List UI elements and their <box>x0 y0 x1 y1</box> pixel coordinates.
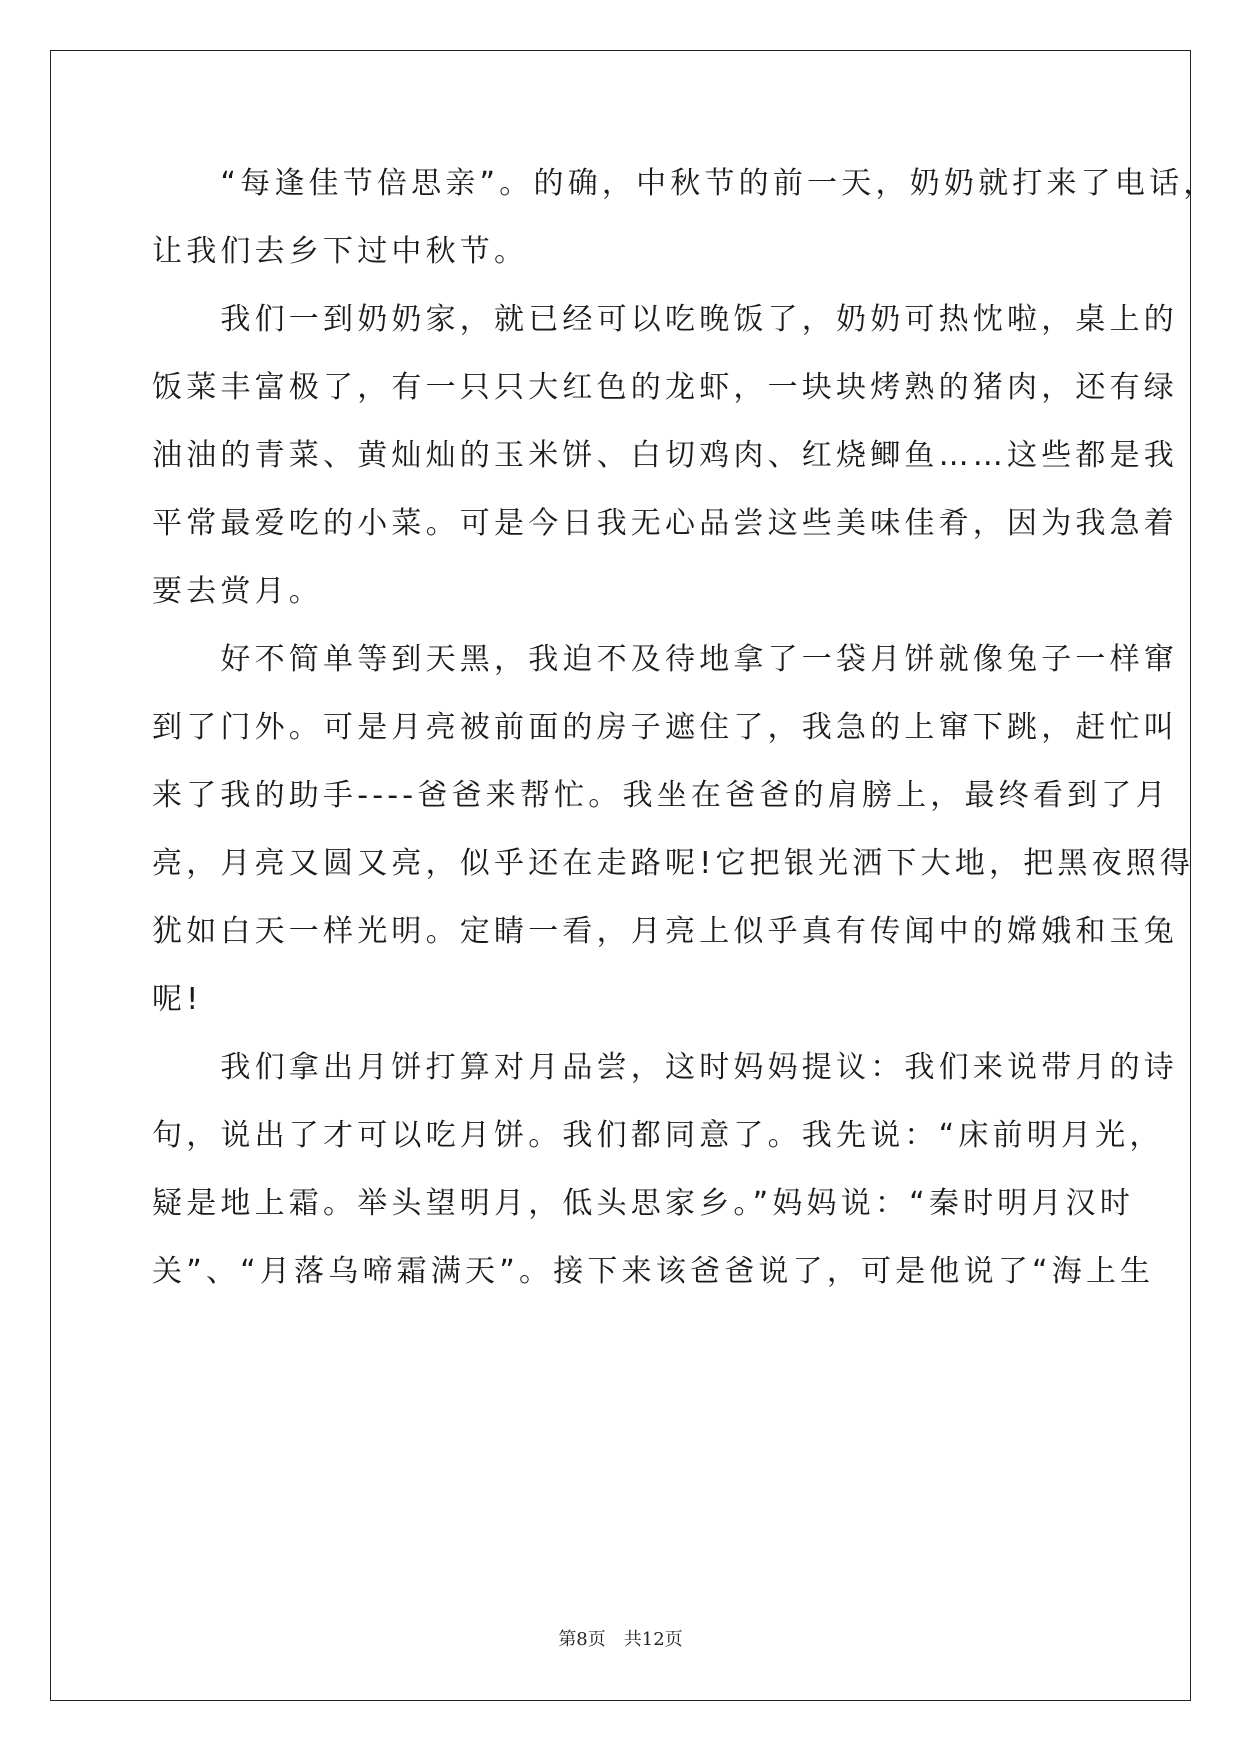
text-line: 疑是地上霜。举头望明月，低头思家乡。”妈妈说：“秦时明月汉时 <box>152 1186 1135 1221</box>
page-number: 第8页 共12页 <box>558 1629 683 1650</box>
text-line: 让我们去乡下过中秋节。 <box>152 234 529 269</box>
text-line: 亮，月亮又圆又亮，似乎还在走路呢!它把银光洒下大地，把黑夜照得 <box>152 846 1195 881</box>
text-line: 我们一到奶奶家，就已经可以吃晚饭了，奶奶可热忱啦，桌上的 <box>152 302 1178 337</box>
text-line: 我们拿出月饼打算对月品尝，这时妈妈提议：我们来说带月的诗 <box>152 1050 1178 1085</box>
text-line: 平常最爱吃的小菜。可是今日我无心品尝这些美味佳肴，因为我急着 <box>152 506 1178 541</box>
text-line: 油油的青菜、黄灿灿的玉米饼、白切鸡肉、红烧鲫鱼……这些都是我 <box>152 438 1178 473</box>
text-line: “每逢佳节倍思亲”。的确，中秋节的前一天，奶奶就打来了电话， <box>152 166 1218 201</box>
text-line: 犹如白天一样光明。定睛一看，月亮上似乎真有传闻中的嫦娥和玉兔 <box>152 914 1178 949</box>
text-line: 关”、“月落乌啼霜满天”。接下来该爸爸说了，可是他说了“海上生 <box>152 1254 1155 1289</box>
text-line: 句，说出了才可以吃月饼。我们都同意了。我先说：“床前明月光， <box>152 1118 1164 1153</box>
text-line: 要去赏月。 <box>152 574 323 609</box>
text-line: 饭菜丰富极了，有一只只大红色的龙虾，一块块烤熟的猪肉，还有绿 <box>152 370 1178 405</box>
text-line: 到了门外。可是月亮被前面的房子遮住了，我急的上窜下跳，赶忙叫 <box>152 710 1178 745</box>
text-line: 来了我的助手----爸爸来帮忙。我坐在爸爸的肩膀上，最终看到了月 <box>152 778 1170 813</box>
text-line: 呢! <box>152 982 203 1017</box>
text-line: 好不简单等到天黑，我迫不及待地拿了一袋月饼就像兔子一样窜 <box>152 642 1178 677</box>
